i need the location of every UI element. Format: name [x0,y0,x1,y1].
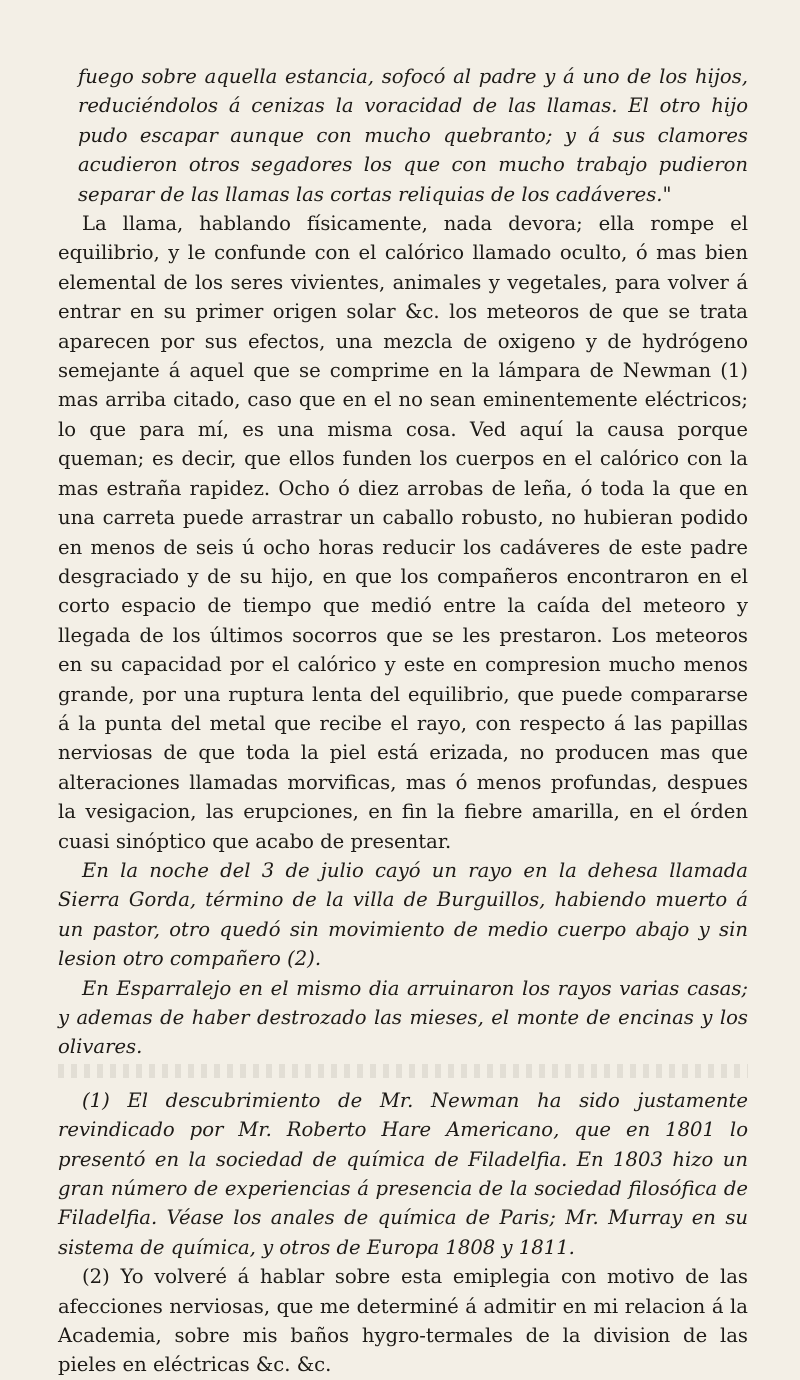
footnote-1: (1) El descubrimiento de Mr. Newman ha sido justamente revindicado por Mr. Roberto Hare Americano, que en 1801 lo presentó en la sociedad de química de Filadelfia. En 1803 hizo un gran número de experiencias á presencia de la sociedad filosófica de Filadelfia. Véase los anales de química de Paris; Mr. Murray en su sistema de química, y otros de Europa 1808 y 1811. [58,1088,748,1259]
quote-ending: fuego sobre aquella estancia, sofocó al padre y á uno de los hijos, reduciéndolos á cenizas la voracidad de las llamas. El otro hijo pudo escapar aunque con mucho quebranto; y á sus clamores acudieron otros segadores los que con mucho trabajo pudieron separar de las llamas las cortas reliquias de los cadáveres." [78,65,748,206]
paragraph-sierra-gorda: En la noche del 3 de julio cayó un rayo en la dehesa llamada Sierra Gorda, término de la villa de Burguillos, habiendo muerto á un pastor, otro quedó sin movimiento de medio cuerpo abajo y sin lesion otro compañero (2). [58,858,748,971]
bleed-through-line [58,1064,748,1078]
footnotes [58,1086,748,1380]
paragraph-flame-physics: La llama, hablando físicamente, nada devora; ella rompe el equilibrio, y le confunde con el calórico llamado oculto, ó mas bien elemental de los seres vivientes, animales y vegetales, para volver á entrar en su primer origen solar &c. los meteoros de que se trata aparecen por sus efectos, una mezcla de oxigeno y de hydrógeno semejante á aquel que se comprime en la lámpara de Newman (1) mas arriba citado, caso que en el no sean eminentemente eléctricos; lo que para mí, es una misma cosa. Ved aquí la causa porque queman; es decir, que ellos funden los cuerpos en el calórico con la mas estraña rapidez. Ocho ó diez arrobas de leña, ó toda la que en una carreta puede arrastrar un caballo robusto, no hubieran podido en menos de seis ú ocho horas reducir los cadáveres de este padre desgraciado y de su hijo, en que los compañeros encontraron en el corto espacio de tiempo que medió entre la caída del meteoro y llegada de los últimos socorros que se les prestaron. Los meteoros en su capacidad por el calórico y este en compresion mucho menos grande, por una ruptura lenta del equilibrio, que puede compararse á la punta del metal que recibe el rayo, con respecto á las papillas nerviosas de que toda la piel está erizada, no producen mas que alteraciones llamadas morvificas, mas ó menos profundas, despues la vesigacion, las erupciones, en fin la fiebre amarilla, en el órden cuasi sinóptico que acabo de presentar. [58,212,748,853]
footnote-2: (2) Yo volveré á hablar sobre esta emiplegia con motivo de las afecciones nerviosas, que me determiné á admitir en mi relacion á la Academia, sobre mis baños hygro-termales de la division de las pieles en eléctricas &c. &c. [58,1265,748,1377]
paragraph-esparralejo: En Esparralejo en el mismo dia arruinaron los rayos varias casas; y ademas de haber destrozado las mieses, el monte de encinas y los olivares. [58,976,748,1059]
